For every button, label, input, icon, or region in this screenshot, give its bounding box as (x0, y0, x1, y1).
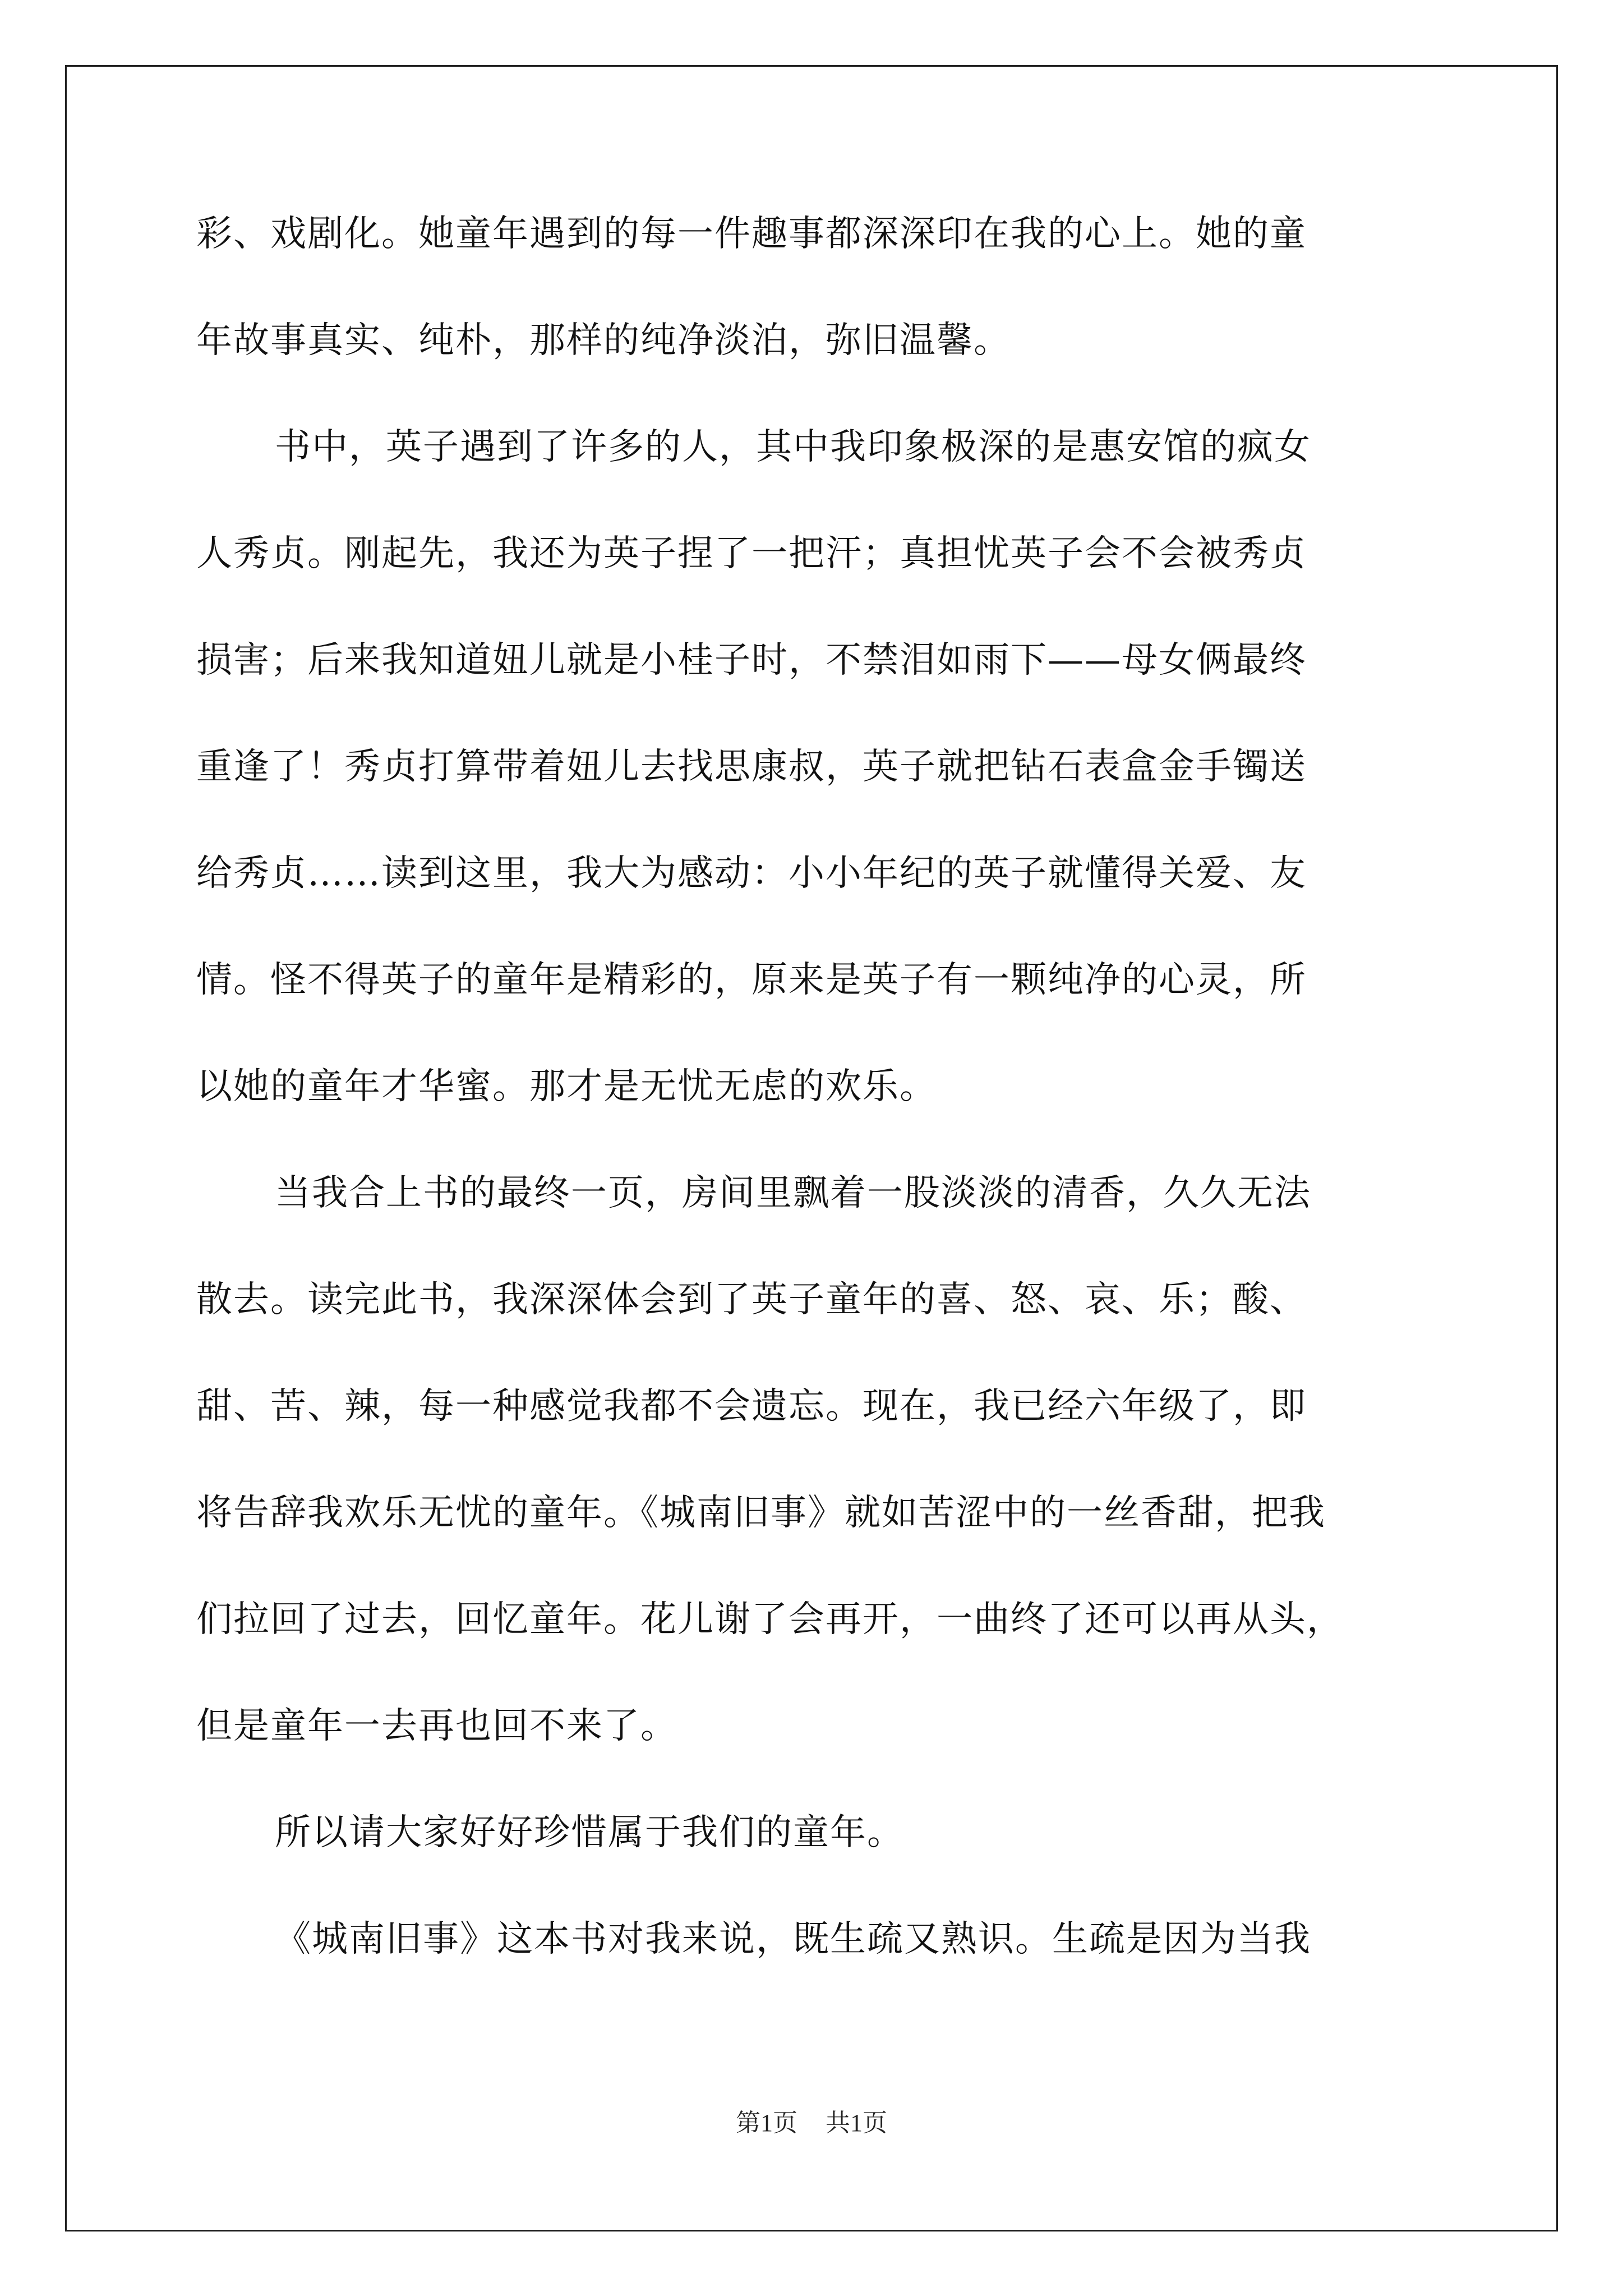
page-total: 共1页 (826, 2109, 887, 2137)
page-number: 第1页 (736, 2109, 797, 2137)
paragraph-start-line: 书中，英子遇到了许多的人，其中我印象极深的是惠安馆的疯女 (275, 426, 1311, 468)
document-body (196, 213, 1424, 2028)
paragraph-start-line: 当我合上书的最终一页，房间里飘着一股淡淡的清香，久久无法 (275, 1172, 1311, 1214)
text-line: 彩、戏剧化。她童年遇到的每一件趣事都深深印在我的心上。她的童 (196, 213, 1307, 255)
text-line: 散去。读完此书，我深深体会到了英子童年的喜、怒、哀、乐；酸、 (196, 1279, 1307, 1320)
page-footer (0, 2102, 1623, 2138)
text-line: 以她的童年才华蜜。那才是无忧无虑的欢乐。 (196, 1066, 937, 1107)
paragraph-start-line: 《城南旧事》这本书对我来说，既生疏又熟识。生疏是因为当我 (275, 1918, 1311, 1960)
text-line: 们拉回了过去，回忆童年。花儿谢了会再开，一曲终了还可以再从头， (196, 1599, 1344, 1640)
text-line: 损害；后来我知道妞儿就是小桂子时，不禁泪如雨下——母女俩最终 (196, 639, 1307, 681)
text-line: 人秀贞。刚起先，我还为英子捏了一把汗；真担忧英子会不会被秀贞 (196, 533, 1307, 574)
text-line: 重逢了！秀贞打算带着妞儿去找思康叔，英子就把钻石表盒金手镯送 (196, 746, 1307, 788)
text-line: 给秀贞……读到这里，我大为感动：小小年纪的英子就懂得关爱、友 (196, 853, 1307, 894)
paragraph-start-line: 所以请大家好好珍惜属于我们的童年。 (275, 1812, 904, 1853)
text-line: 甜、苦、辣，每一种感觉我都不会遗忘。现在，我已经六年级了，即 (196, 1386, 1307, 1427)
text-line: 情。怪不得英子的童年是精彩的，原来是英子有一颗纯净的心灵，所 (196, 959, 1307, 1001)
text-line: 年故事真实、纯朴，那样的纯净淡泊，弥旧温馨。 (196, 320, 1011, 361)
text-line: 但是童年一去再也回不来了。 (196, 1705, 677, 1747)
text-line: 将告辞我欢乐无忧的童年。《城南旧事》就如苦涩中的一丝香甜，把我 (196, 1492, 1326, 1534)
